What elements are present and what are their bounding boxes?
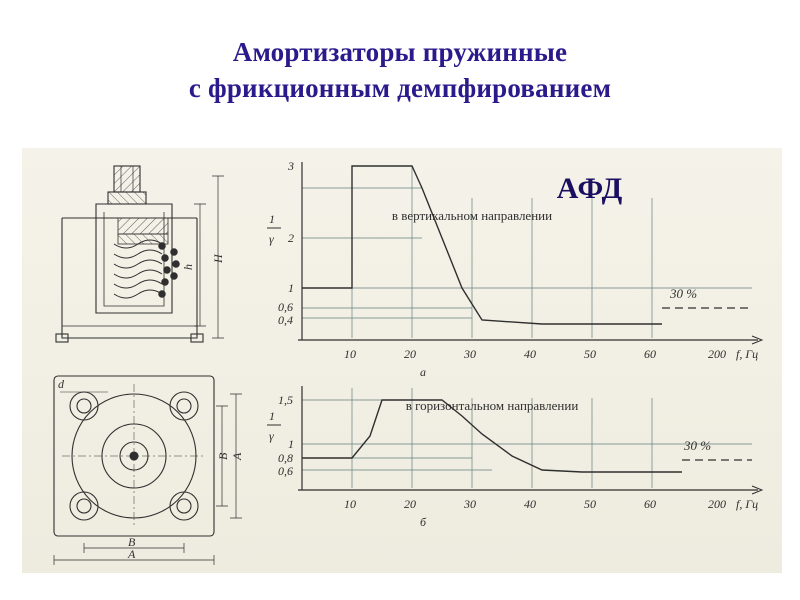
svg-text:20: 20	[404, 497, 416, 511]
svg-text:H: H	[211, 254, 225, 263]
chart-horizontal-direction	[267, 386, 762, 529]
svg-text:0,6: 0,6	[278, 464, 293, 478]
svg-text:d: d	[58, 377, 64, 391]
svg-text:h: h	[181, 264, 195, 270]
chart-a-title: в вертикальном направлении	[391, 208, 553, 223]
svg-text:50: 50	[584, 497, 596, 511]
svg-text:2: 2	[288, 231, 294, 245]
chart-b-title: в горизонтальном направлении	[405, 398, 579, 413]
svg-text:10: 10	[344, 497, 356, 511]
svg-text:50: 50	[584, 347, 596, 361]
svg-text:1: 1	[269, 409, 275, 423]
svg-text:30: 30	[464, 497, 476, 511]
title-line-2: с фрикционным демпфированием	[188, 73, 612, 104]
svg-text:200: 200	[708, 347, 726, 361]
svg-text:б: б	[420, 515, 427, 529]
scanned-figure-panel	[22, 148, 782, 573]
page-title	[40, 34, 760, 107]
shock-absorber-plan-view	[54, 376, 242, 565]
technical-drawing-and-charts	[22, 148, 782, 573]
svg-text:40: 40	[524, 347, 536, 361]
svg-text:γ: γ	[269, 232, 274, 246]
svg-text:f, Гц: f, Гц	[736, 497, 759, 511]
section-dimension-labels	[181, 253, 225, 270]
svg-text:200: 200	[708, 497, 726, 511]
svg-text:а: а	[420, 365, 426, 379]
chart-b-annotation-30: 30 %	[684, 438, 712, 453]
svg-text:60: 60	[644, 497, 656, 511]
svg-text:f, Гц: f, Гц	[736, 347, 759, 361]
svg-text:1,5: 1,5	[278, 393, 293, 407]
svg-text:3: 3	[288, 159, 294, 173]
svg-text:A: A	[128, 547, 136, 561]
title-line-1: Амортизаторы пружинные	[232, 37, 568, 67]
svg-text:A: A	[230, 452, 244, 460]
svg-text:B: B	[216, 452, 230, 460]
svg-text:30: 30	[464, 347, 476, 361]
svg-text:60: 60	[644, 347, 656, 361]
chart-a-annotation-30: 30 %	[670, 286, 698, 301]
svg-text:B: B	[128, 535, 136, 549]
svg-text:20: 20	[404, 347, 416, 361]
svg-text:40: 40	[524, 497, 536, 511]
svg-text:γ: γ	[269, 429, 274, 443]
afd-label: АФД	[556, 172, 624, 205]
svg-text:10: 10	[344, 347, 356, 361]
shock-absorber-section-view	[56, 166, 224, 342]
svg-text:1: 1	[269, 212, 275, 226]
svg-text:0,6: 0,6	[278, 300, 293, 314]
plan-dimension-labels	[58, 377, 244, 561]
chart-b-axis-titles	[267, 409, 758, 529]
svg-text:1: 1	[288, 281, 294, 295]
svg-text:0,8: 0,8	[278, 451, 293, 465]
svg-text:0,4: 0,4	[278, 313, 293, 327]
svg-text:1: 1	[288, 437, 294, 451]
